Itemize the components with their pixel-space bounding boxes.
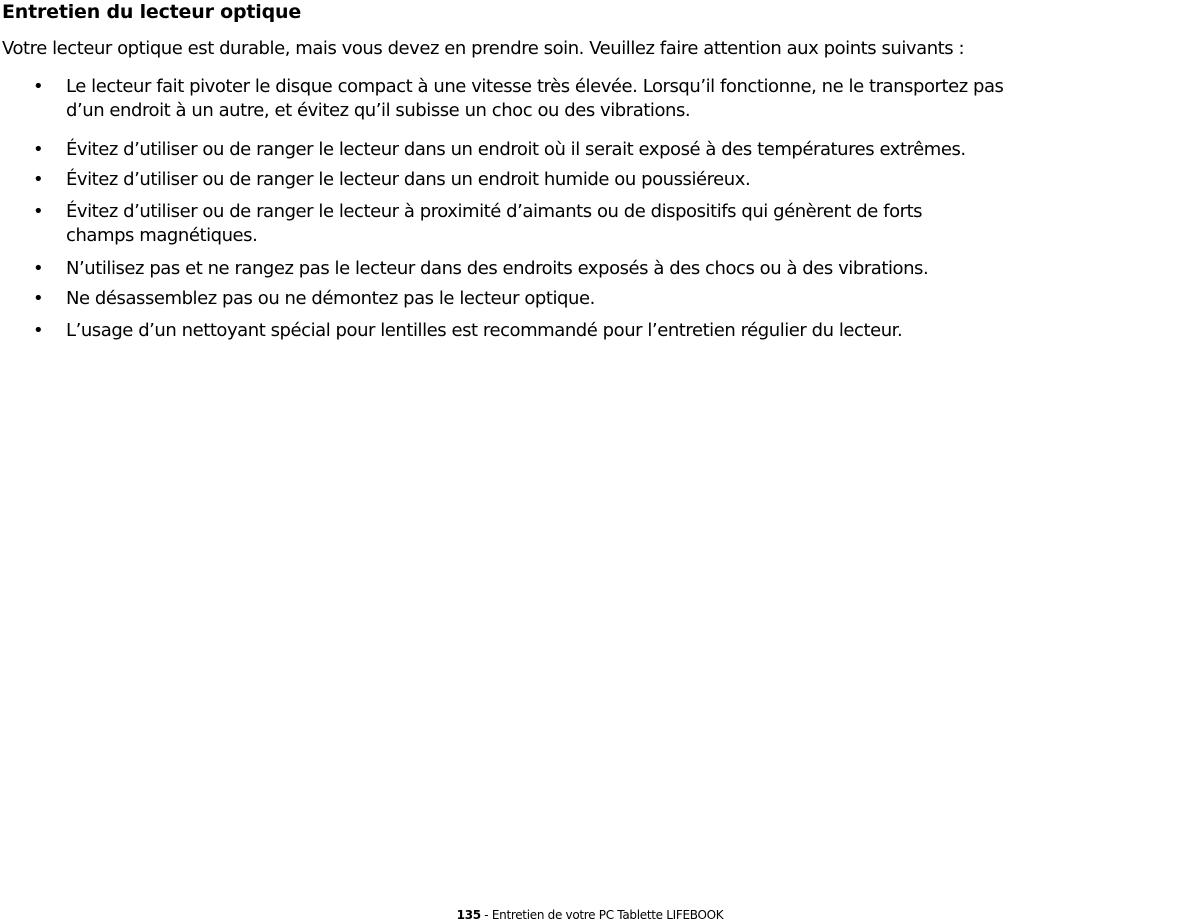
list-item-line: Évitez d’utiliser ou de ranger le lecteur dans un endroit humide ou poussiéreux. xyxy=(66,169,751,190)
list-item-line: N’utilisez pas et ne rangez pas le lecteur dans des endroits exposés à des chocs ou à des vibrations. xyxy=(66,258,929,279)
list-item xyxy=(0,138,1180,162)
list-item-line: d’un endroit à un autre, et évitez qu’il subisse un choc ou des vibrations. xyxy=(66,100,691,121)
bullet-icon: • xyxy=(33,76,44,97)
list-item xyxy=(0,287,1180,311)
list-item-text xyxy=(66,168,1178,192)
list-item-line: champs magnétiques. xyxy=(66,225,258,246)
list-item xyxy=(0,257,1180,281)
list-item-text xyxy=(66,138,1178,162)
bullet-icon: • xyxy=(33,320,44,341)
page-footer xyxy=(0,907,1180,924)
bullet-icon: • xyxy=(33,288,44,309)
list-item-text xyxy=(66,200,1178,248)
bullet-icon: • xyxy=(33,169,44,190)
list-item-line: Évitez d’utiliser ou de ranger le lecteur à proximité d’aimants ou de dispositifs qui génèrent de forts xyxy=(66,201,923,222)
list-item-text xyxy=(66,257,1178,281)
list-item-line: Ne désassemblez pas ou ne démontez pas le lecteur optique. xyxy=(66,288,595,309)
section-heading: Entretien du lecteur optique xyxy=(2,1,302,23)
bullet-icon: • xyxy=(33,201,44,222)
list-item xyxy=(0,168,1180,192)
list-item xyxy=(0,200,1180,248)
bullet-icon: • xyxy=(33,258,44,279)
list-item xyxy=(0,75,1180,123)
list-item-text xyxy=(66,75,1178,123)
list-item-text xyxy=(66,319,1178,343)
list-item xyxy=(0,319,1180,343)
page-number: 135 xyxy=(456,908,481,922)
list-item-text xyxy=(66,287,1178,311)
list-item-line: Le lecteur fait pivoter le disque compact à une vitesse très élevée. Lorsqu’il fonctionne, ne le transportez pas xyxy=(66,76,1004,97)
footer-title: Entretien de votre PC Tablette LIFEBOOK xyxy=(491,908,724,922)
intro-paragraph: Votre lecteur optique est durable, mais vous devez en prendre soin. Veuillez faire attention aux points suivants : xyxy=(2,38,965,59)
footer-separator: - xyxy=(480,908,492,922)
bullet-icon: • xyxy=(33,139,44,160)
list-item-line: L’usage d’un nettoyant spécial pour lentilles est recommandé pour l’entretien régulier du lecteur. xyxy=(66,320,903,341)
list-item-line: Évitez d’utiliser ou de ranger le lecteur dans un endroit où il serait exposé à des températures extrêmes. xyxy=(66,139,966,160)
